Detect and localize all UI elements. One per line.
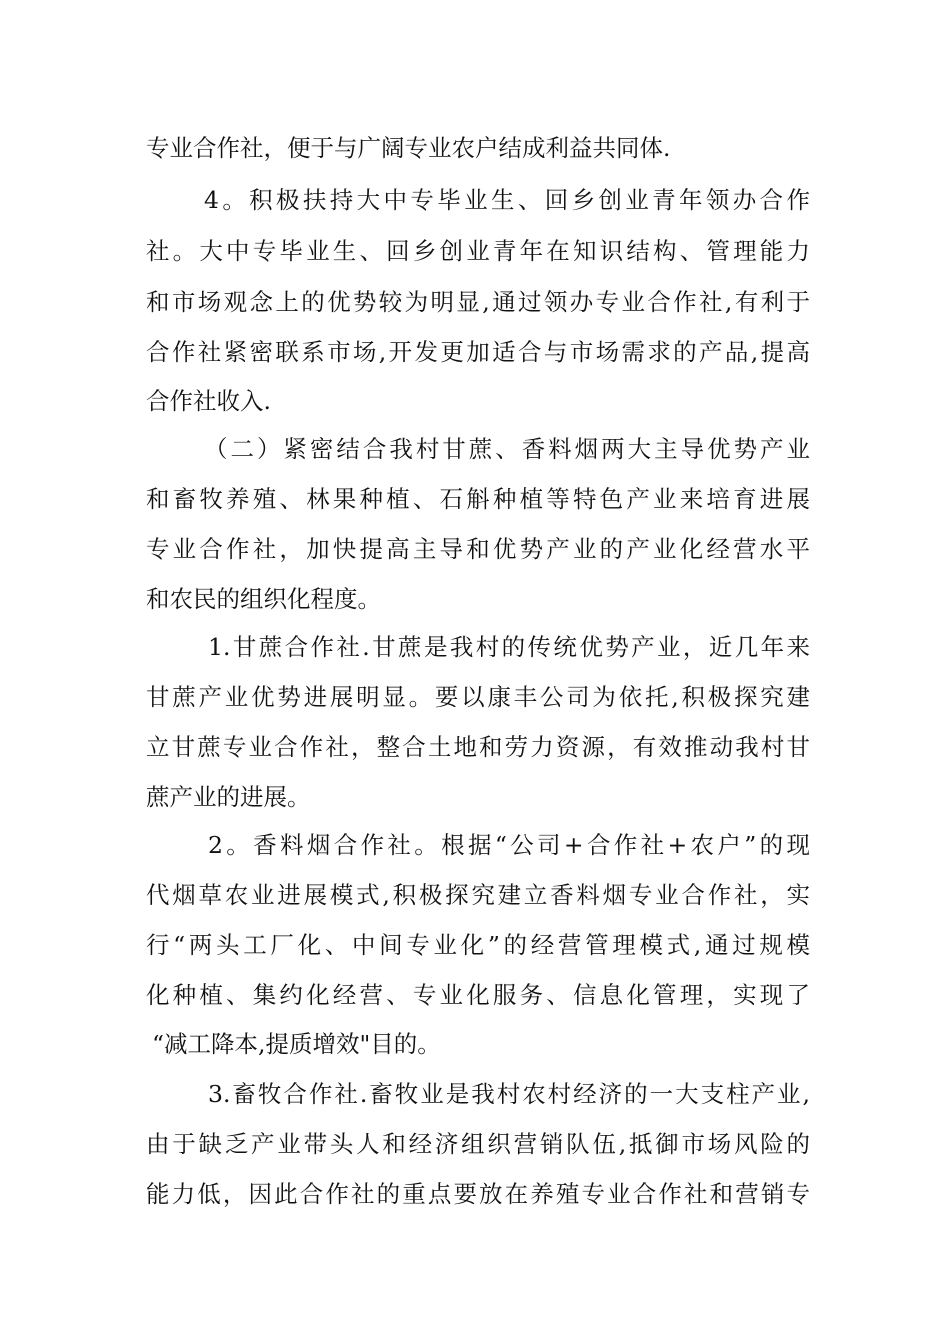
text-line: 合作社收入. xyxy=(146,387,271,415)
text-line: 蔗产业的进展。 xyxy=(146,783,311,811)
text-line: 专业合作社，加快提高主导和优势产业的产业化经营水平 xyxy=(146,535,810,563)
text-line: 能力低，因此合作社的重点要放在养殖专业合作社和营销专 xyxy=(146,1180,810,1208)
text-line: 和市场观念上的优势较为明显,通过领办专业合作社,有利于 xyxy=(146,288,810,316)
text-line: 社。大中专毕业生、回乡创业青年在知识结构、管理能力 xyxy=(146,237,810,265)
text-line: 甘蔗产业优势进展明显。要以康丰公司为依托,积极探究建 xyxy=(146,683,810,711)
text-line: 2。香料烟合作社。根据“公司+合作社+农户”的现 xyxy=(208,831,810,859)
text-line: 1.甘蔗合作社.甘蔗是我村的传统优势产业，近几年来 xyxy=(208,633,810,661)
text-line: 行“两头工厂化、中间专业化”的经营管理模式,通过规模 xyxy=(146,931,810,959)
text-line: 代烟草农业进展模式,积极探究建立香料烟专业合作社，实 xyxy=(146,881,810,909)
text-line: 专业合作社，便于与广阔专业农户结成利益共同体. xyxy=(146,134,671,162)
text-line: 和农民的组织化程度。 xyxy=(146,585,381,613)
text-line: 和畜牧养殖、林果种植、石斛种植等特色产业来培育进展 xyxy=(146,485,810,513)
text-line: 4。积极扶持大中专毕业生、回乡创业青年领办合作 xyxy=(204,186,810,214)
text-line: “减工降本,提质增效"目的。 xyxy=(152,1030,441,1058)
text-line: 由于缺乏产业带头人和经济组织营销队伍,抵御市场风险的 xyxy=(146,1130,810,1158)
text-line: 化种植、集约化经营、专业化服务、信息化管理，实现了 xyxy=(146,981,810,1009)
text-line: 立甘蔗专业合作社，整合土地和劳力资源，有效推动我村甘 xyxy=(146,733,810,761)
text-line: 3.畜牧合作社.畜牧业是我村农村经济的一大支柱产业, xyxy=(208,1080,810,1108)
text-line: （二）紧密结合我村甘蔗、香料烟两大主导优势产业 xyxy=(204,435,810,463)
text-line: 合作社紧密联系市场,开发更加适合与市场需求的产品,提高 xyxy=(146,338,810,366)
